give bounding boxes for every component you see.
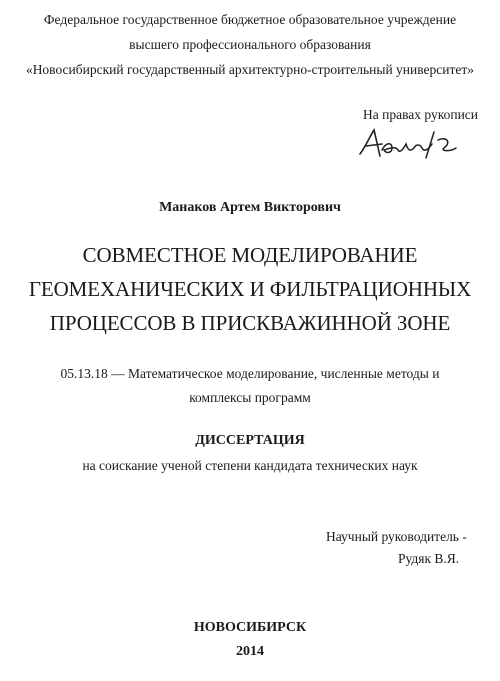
year: 2014	[236, 644, 264, 659]
title-line-2: ГЕОМЕХАНИЧЕСКИХ И ФИЛЬТРАЦИОННЫХ	[28, 277, 472, 301]
institution-line-2: высшего профессионального образования	[129, 37, 371, 52]
institution-line-1: Федеральное государственное бюджетное образовательное учреждение	[43, 12, 457, 27]
author-name: Манаков Артем Викторович	[159, 200, 341, 215]
supervisor-name: Рудяк В.Я.	[398, 551, 460, 566]
degree-text: на соискание ученой степени кандидата технических наук	[82, 458, 418, 473]
specialty-line-2: комплексы программ	[189, 390, 311, 405]
supervisor-label: Научный руководитель -	[326, 529, 467, 544]
document-type: ДИССЕРТАЦИЯ	[195, 433, 305, 448]
signature-image	[356, 126, 460, 162]
title-line-3: ПРОЦЕССОВ В ПРИСКВАЖИННОЙ ЗОНЕ	[49, 311, 451, 335]
title-line-1: СОВМЕСТНОЕ МОДЕЛИРОВАНИЕ	[82, 243, 418, 267]
city: НОВОСИБИРСК	[193, 620, 307, 635]
institution-line-3: «Новосибирский государственный архитектурно-строительный университет»	[25, 62, 475, 77]
specialty-line-1: 05.13.18 — Математическое моделирование, численные методы и	[60, 366, 440, 381]
rights-note: На правах рукописи	[363, 107, 479, 122]
